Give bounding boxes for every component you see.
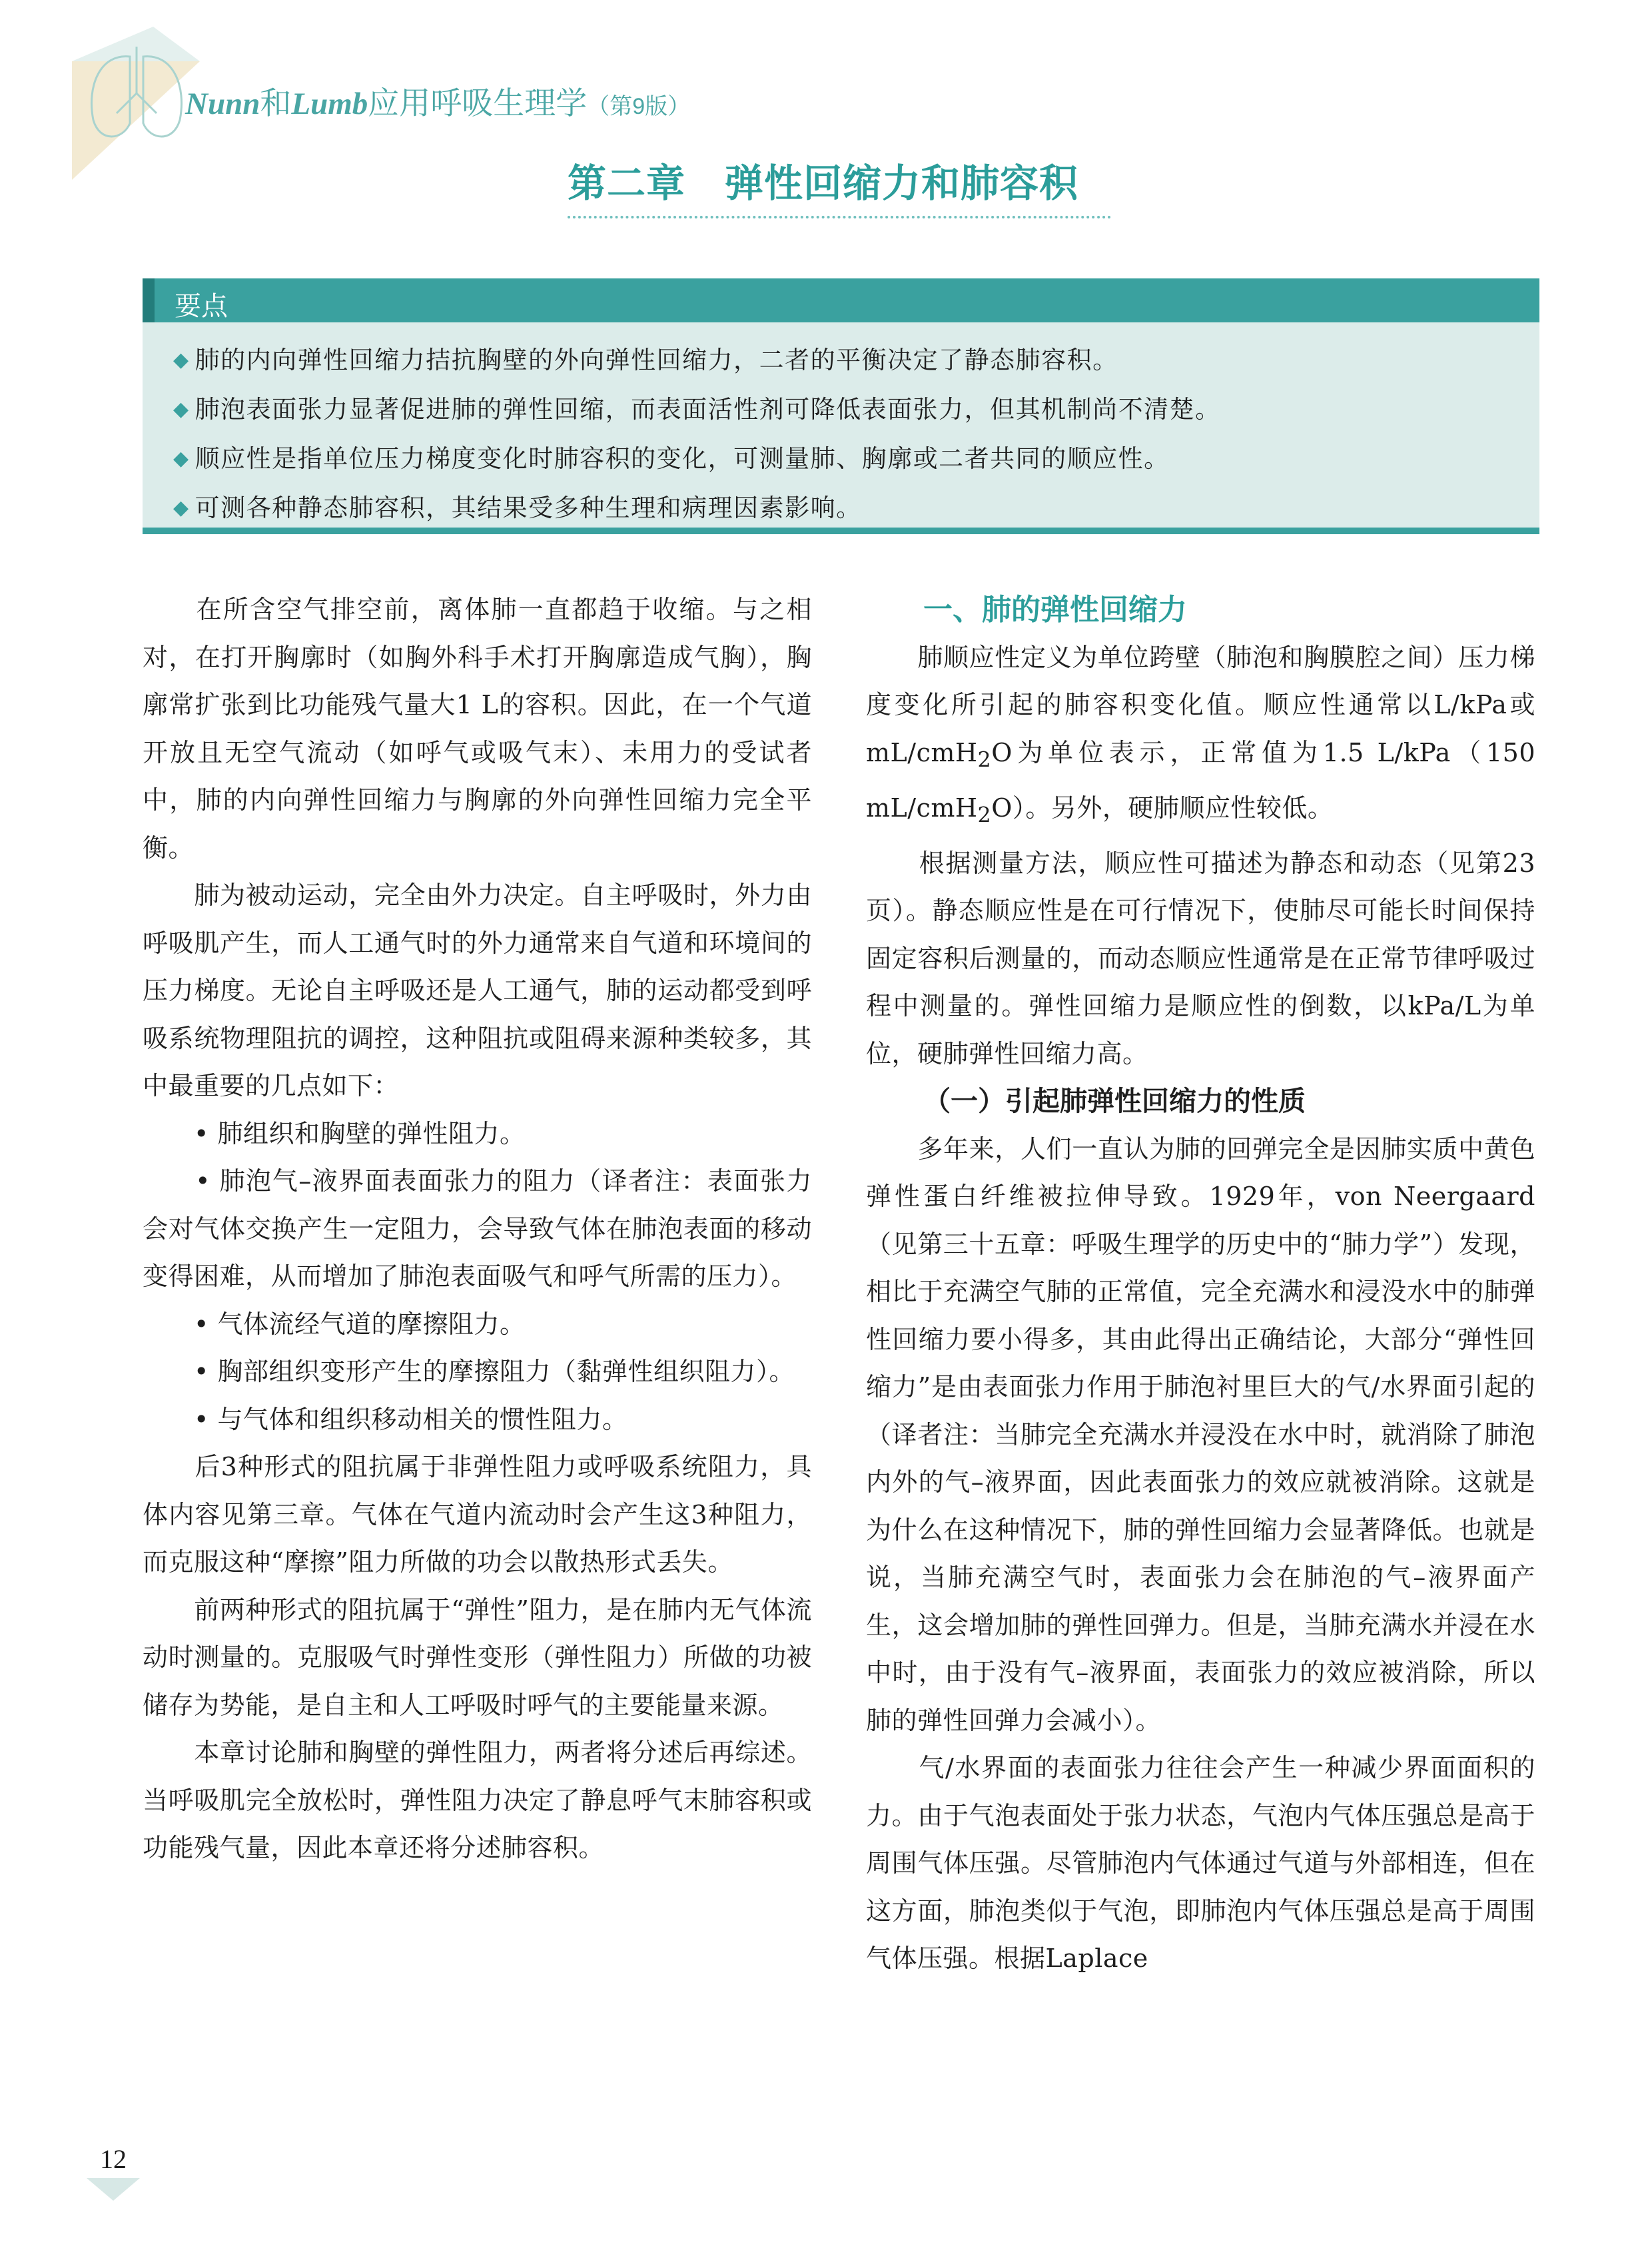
key-points-stripe <box>143 278 155 322</box>
diamond-bullet-icon: ◆ <box>173 348 190 372</box>
book-title-latin-1: Nunn <box>185 87 260 121</box>
bullet-item: • 气体流经气道的摩擦阻力。 <box>143 1309 526 1339</box>
diamond-bullet-icon: ◆ <box>173 398 190 421</box>
page-number: 12 <box>100 2144 127 2174</box>
key-point-item <box>173 438 1170 474</box>
diamond-bullet-icon: ◆ <box>173 496 190 520</box>
key-point-item <box>173 340 1118 376</box>
subscript: 2 <box>977 748 992 773</box>
paragraph-text: 肺顺应性定义为单位跨壁（肺泡和胸膜腔之间）压力梯度变化所引起的肺容积变化值。顺应性通常以L/kPa或mL/cmH <box>866 642 1535 767</box>
key-point-text: 可测各种静态肺容积，其结果受多种生理和病理因素影响。 <box>195 494 862 522</box>
key-point-text: 肺的内向弹性回缩力拮抗胸壁的外向弹性回缩力，二者的平衡决定了静态肺容积。 <box>195 346 1118 374</box>
key-point-item <box>173 389 1221 425</box>
key-points-heading: 要点 <box>175 291 228 322</box>
body-paragraph: 根据测量方法，顺应性可描述为静态和动态（见第23页）。静态顺应性是在可行情况下，使肺尽可能长时间保持固定容积后测量的，而动态顺应性通常是在正常节律呼吸过程中测量的。弹性回缩力是顺应性的倒数，以kPa/L为单位，硬肺弹性回缩力高。 <box>866 848 1535 1068</box>
bullet-item: • 胸部组织变形产生的摩擦阻力（黏弹性组织阻力）。 <box>143 1357 795 1386</box>
paragraph-text: O）。另外，硬肺顺应性较低。 <box>991 793 1334 823</box>
body-paragraph: 在所含空气排空前，离体肺一直都趋于收缩。与之相对，在打开胸廓时（如胸外科手术打开胸廓造成气胸），胸廓常扩张到比功能残气量大1 L的容积。因此，在一个气道开放且无空气流动（如呼气或吸气末）、未用力的受试者中，肺的内向弹性回缩力与胸廓的外向弹性回缩力完全平衡。 <box>143 595 812 863</box>
body-paragraph: 本章讨论肺和胸壁的弹性阻力，两者将分述后再综述。当呼吸肌完全放松时，弹性阻力决定了静息呼气末肺容积或功能残气量，因此本章还将分述肺容积。 <box>143 1738 812 1862</box>
book-title-cjk-2: 应用呼吸生理学 <box>368 85 588 121</box>
key-points-box <box>143 322 1539 534</box>
body-paragraph <box>866 634 1535 840</box>
key-point-text: 肺泡表面张力显著促进肺的弹性回缩，而表面活性剂可降低表面张力，但其机制尚不清楚。 <box>195 395 1221 424</box>
body-paragraph: 气/水界面的表面张力往往会产生一种减少界面面积的力。由于气泡表面处于张力状态，气泡内气体压强总是高于周围气体压强。尽管肺泡内气体通过气道与外部相连，但在这方面，肺泡类似于气泡，即肺泡内气体压强总是高于周围气体压强。根据Laplace <box>866 1753 1535 1974</box>
body-paragraph: 后3种形式的阻抗属于非弹性阻力或呼吸系统阻力，具体内容见第三章。气体在气道内流动时会产生这3种阻力，而克服这种“摩擦”阻力所做的功会以散热形式丢失。 <box>143 1452 812 1577</box>
left-column <box>143 586 812 1872</box>
key-points-header <box>143 278 1539 322</box>
diamond-bullet-icon: ◆ <box>173 447 190 470</box>
chapter-title: 第二章 弹性回缩力和肺容积 <box>568 161 1079 206</box>
bullet-item: • 肺泡气–液界面表面张力的阻力（译者注：表面张力会对气体交换产生一定阻力，会导致气体在肺泡表面的移动变得困难，从而增加了肺泡表面吸气和呼气所需的压力）。 <box>143 1166 812 1291</box>
right-column <box>866 586 1535 1983</box>
key-point-item <box>173 488 862 524</box>
bullet-item: • 肺组织和胸壁的弹性阻力。 <box>143 1118 526 1148</box>
key-point-text: 顺应性是指单位压力梯度变化时肺容积的变化，可测量肺、胸廓或二者共同的顺应性。 <box>195 444 1170 473</box>
section-heading: 一、肺的弹性回缩力 <box>923 593 1187 627</box>
paragraph-text: O为单位表示，正常值为1.5 L/kPa（150 mL/cmH <box>866 737 1535 823</box>
subscript: 2 <box>977 803 992 828</box>
body-paragraph: 多年来，人们一直认为肺的回弹完全是因肺实质中黄色弹性蛋白纤维被拉伸导致。1929年，von Neergaard（见第三十五章：呼吸生理学的历史中的“肺力学”）发现，相比于充满空气肺的正常值，完全充满水和浸没水中的肺弹性回缩力要小得多，其由此得出正确结论，大部分“弹性回缩力”是由表面张力作用于肺泡衬里巨大的气/水界面引起的（译者注：当肺完全充满水并浸没在水中时，就消除了肺泡内外的气–液界面，因此表面张力的效应就被消除。这就是为什么在这种情况下，肺的弹性回缩力会显著降低。也就是说，当肺充满空气时，表面张力会在肺泡的气–液界面产生，这会增加肺的弹性回弹力。但是，当肺充满水并浸在水中时，由于没有气–液界面，表面张力的效应被消除，所以肺的弹性回弹力会减小）。 <box>866 1134 1535 1735</box>
subsection-heading: （一）引起肺弹性回缩力的性质 <box>923 1085 1306 1118</box>
edition-label: （第9版） <box>587 94 691 119</box>
book-title-latin-2: Lumb <box>291 87 368 121</box>
page-number-triangle-icon <box>87 2178 140 2201</box>
book-title-cjk-1: 和 <box>260 85 292 121</box>
running-header <box>185 79 690 123</box>
bullet-item: • 与气体和组织移动相关的惯性阻力。 <box>143 1404 628 1434</box>
body-paragraph: 肺为被动运动，完全由外力决定。自主呼吸时，外力由呼吸肌产生，而人工通气时的外力通常来自气道和环境间的压力梯度。无论自主呼吸还是人工通气，肺的运动都受到呼吸系统物理阻抗的调控，这种阻抗或阻碍来源种类较多，其中最重要的几点如下： <box>143 881 812 1100</box>
body-paragraph: 前两种形式的阻抗属于“弹性”阻力，是在肺内无气体流动时测量的。克服吸气时弹性变形（弹性阻力）所做的功被储存为势能，是自主和人工呼吸时呼气的主要能量来源。 <box>143 1595 812 1720</box>
title-underline <box>568 216 1111 218</box>
